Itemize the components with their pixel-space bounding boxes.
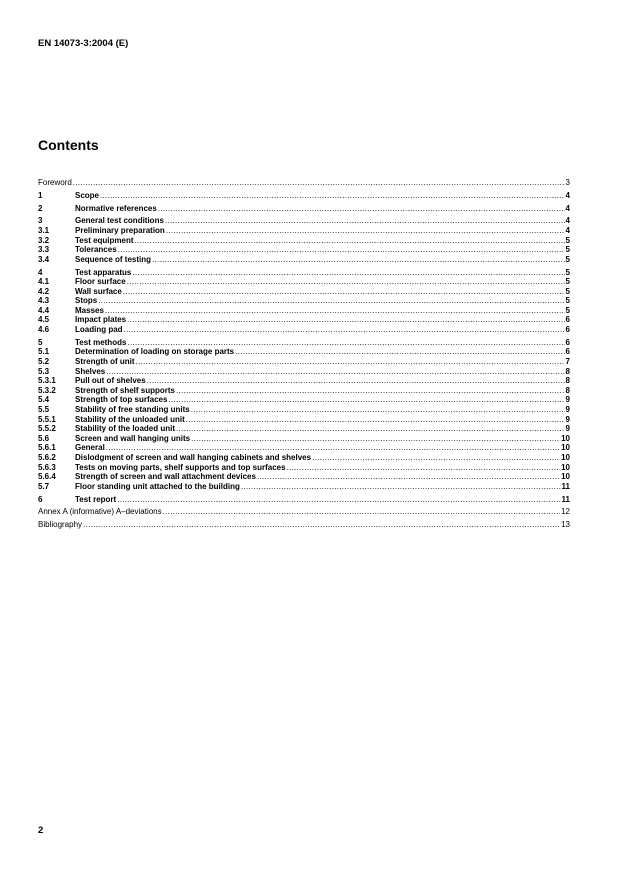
toc-entry-page: 10 [561,443,570,453]
toc-entry-number: 4 [38,267,43,277]
toc-entry-title: Determination of loading on storage parts [75,347,235,357]
toc-entry-number: 5 [38,337,43,347]
toc-entry-page: 9 [565,424,570,434]
toc-dot-leader [123,287,565,297]
toc-dot-leader [73,178,565,188]
toc-entry-number: 5.2 [38,357,50,367]
toc-entry[interactable] [38,443,570,453]
toc-entry-number: 5.3.1 [38,376,56,386]
toc-dot-leader [165,216,565,226]
toc-entry[interactable] [38,178,570,188]
document-header: EN 14073-3:2004 (E) [38,38,129,49]
toc-dot-leader [166,226,565,236]
toc-dot-leader [241,482,561,492]
toc-entry[interactable] [38,520,570,530]
toc-entry-page: 11 [561,481,570,491]
toc-entry-number: 5.5 [38,405,50,414]
toc-dot-leader [312,453,560,463]
toc-entry-title: Wall surface [75,286,122,296]
toc-entry-number: 4.6 [38,325,50,335]
toc-entry-number: 5.5.1 [38,414,56,424]
toc-entry-number: 3.2 [38,235,50,245]
toc-entry-page: 6 [565,337,570,347]
toc-dot-leader [191,405,565,415]
toc-dot-leader [152,255,565,265]
toc-entry-page: 10 [561,433,570,443]
toc-entry-page: 10 [561,472,570,482]
toc-entry-number: 4.3 [38,296,50,306]
toc-entry-number: 5.3.2 [38,385,56,395]
toc-entry-title: Test methods [75,337,127,347]
toc-entry-title: Stops [75,296,98,306]
toc-dot-leader [257,472,560,482]
toc-entry-number: 5.6.1 [38,443,56,453]
toc-entry[interactable] [38,472,570,482]
toc-entry-title: Masses [75,305,104,315]
toc-dot-leader [127,338,564,348]
toc-entry-page: 8 [565,376,570,386]
toc-entry-title: Tests on moving parts, shelf supports and top surfaces [75,462,286,472]
toc-entry-title: Stability of free standing units [75,405,190,414]
toc-entry-page: 6 [565,347,570,357]
toc-dot-leader [106,443,560,453]
toc-entry-number: 4.4 [38,305,50,315]
toc-entry[interactable] [38,306,570,316]
toc-entry-page: 10 [561,452,570,462]
toc-entry-page: 13 [561,520,570,530]
toc-entry[interactable] [38,255,570,265]
toc-entry-page: 5 [565,245,570,255]
toc-entry[interactable] [38,287,570,297]
toc-entry-page: 5 [565,267,570,277]
toc-entry-number: 3.3 [38,245,50,255]
toc-entry-page: 9 [565,395,570,405]
toc-entry[interactable] [38,415,570,425]
toc-dot-leader [105,306,565,316]
toc-entry[interactable] [38,191,570,201]
toc-entry[interactable] [38,434,570,444]
toc-entry-page: 9 [565,405,570,414]
toc-entry-page: 11 [561,494,570,504]
toc-entry-title: Normative references [75,203,157,213]
toc-entry-page: 8 [565,366,570,376]
toc-entry[interactable] [38,453,570,463]
toc-entry-title: Screen and wall hanging units [75,433,191,443]
toc-entry-page: 6 [565,315,570,325]
toc-dot-leader [98,296,564,306]
toc-entry[interactable] [38,325,570,335]
toc-entry-number: 5.6.2 [38,452,56,462]
toc-dot-leader [158,204,565,214]
toc-entry-page: 5 [565,254,570,264]
toc-dot-leader [287,463,561,473]
toc-entry-title: Stability of the loaded unit [75,424,175,434]
toc-entry-number: 2 [38,203,43,213]
toc-entry-title: Floor surface [75,277,126,287]
toc-entry-number: 4.1 [38,277,50,287]
toc-dot-leader [100,191,565,201]
toc-entry-title: Foreword [38,178,72,187]
toc-entry-number: 6 [38,494,43,504]
toc-dot-leader [176,386,565,396]
toc-entry-page: 9 [565,414,570,424]
toc-entry-title: Scope [75,190,100,200]
toc-dot-leader [127,315,564,325]
toc-entry-title: Bibliography [38,520,83,530]
toc-dot-leader [176,424,565,434]
toc-dot-leader [136,357,565,367]
toc-entry[interactable] [38,226,570,236]
toc-dot-leader [186,415,565,425]
contents-title: Contents [38,137,99,153]
toc-entry-title: Test report [75,494,117,504]
toc-entry-title: Impact plates [75,315,127,325]
toc-entry[interactable] [38,357,570,367]
toc-entry-number: 3 [38,216,43,226]
toc-entry-page: 4 [565,190,570,200]
toc-entry-title: Pull out of shelves [75,376,146,386]
toc-dot-leader [163,507,560,517]
toc-entry[interactable] [38,277,570,287]
toc-entry[interactable] [38,245,570,255]
toc-entry[interactable] [38,236,570,246]
toc-entry-page: 4 [565,216,570,226]
toc-entry-title: Annex A (informative) A–deviations [38,507,162,517]
toc-entry-number: 5.5.2 [38,424,56,434]
toc-dot-leader [132,268,564,278]
toc-entry-title: Tolerances [75,245,117,255]
toc-entry-title: Test apparatus [75,267,132,277]
table-of-contents [38,178,570,530]
toc-entry[interactable] [38,507,570,517]
toc-entry[interactable] [38,315,570,325]
toc-entry-page: 5 [565,277,570,287]
toc-entry-page: 5 [565,235,570,245]
toc-dot-leader [118,245,565,255]
toc-dot-leader [106,367,564,377]
toc-entry[interactable] [38,395,570,405]
toc-dot-leader [135,236,565,246]
toc-entry[interactable] [38,482,570,492]
toc-dot-leader [168,395,564,405]
toc-entry-title: Strength of screen and wall attachment devices [75,472,256,482]
page-number: 2 [38,825,44,836]
toc-entry-title: Preliminary preparation [75,225,165,235]
toc-entry-page: 5 [565,286,570,296]
toc-entry-title: Sequence of testing [75,254,152,264]
toc-entry-number: 4.5 [38,315,50,325]
toc-entry-title: Loading pad [75,325,123,335]
toc-dot-leader [191,434,560,444]
toc-entry[interactable] [38,495,570,505]
toc-entry-number: 5.7 [38,481,50,491]
toc-entry-title: Stability of the unloaded unit [75,414,185,424]
toc-dot-leader [124,325,565,335]
toc-entry-number: 5.1 [38,347,50,357]
toc-entry-title: Strength of top surfaces [75,395,168,405]
toc-entry-page: 8 [565,385,570,395]
toc-entry[interactable] [38,216,570,226]
toc-entry-title: General [75,443,105,453]
toc-entry[interactable] [38,405,570,415]
toc-entry-number: 5.6.4 [38,472,56,482]
toc-entry-title: Dislodgment of screen and wall hanging cabinets and shelves [75,452,312,462]
toc-entry[interactable] [38,367,570,377]
toc-entry-page: 4 [565,225,570,235]
toc-entry-page: 10 [561,462,570,472]
toc-entry-page: 4 [565,203,570,213]
toc-dot-leader [147,376,565,386]
toc-entry-page: 6 [565,325,570,335]
toc-entry-page: 5 [565,305,570,315]
toc-entry-number: 4.2 [38,286,50,296]
toc-dot-leader [235,347,564,357]
toc-entry[interactable] [38,268,570,278]
toc-entry-number: 5.3 [38,366,50,376]
toc-entry[interactable] [38,463,570,473]
toc-entry[interactable] [38,204,570,214]
toc-entry-number: 3.4 [38,254,50,264]
toc-entry-number: 3.1 [38,225,50,235]
toc-entry-page: 7 [565,357,570,367]
toc-entry[interactable] [38,386,570,396]
toc-entry-title: Floor standing unit attached to the building [75,481,240,491]
toc-entry[interactable] [38,338,570,348]
toc-entry-number: 1 [38,190,43,200]
toc-entry[interactable] [38,376,570,386]
toc-entry-page: 3 [565,178,570,187]
toc-entry[interactable] [38,347,570,357]
toc-entry-title: General test conditions [75,216,164,226]
toc-entry-number: 5.6 [38,433,50,443]
toc-entry-number: 5.4 [38,395,50,405]
toc-entry[interactable] [38,424,570,434]
toc-dot-leader [83,520,560,530]
toc-dot-leader [127,277,565,287]
toc-dot-leader [117,495,560,505]
toc-entry-title: Strength of unit [75,357,135,367]
toc-entry-page: 12 [561,507,570,517]
toc-entry-number: 5.6.3 [38,462,56,472]
toc-entry[interactable] [38,296,570,306]
toc-entry-title: Strength of shelf supports [75,385,175,395]
toc-entry-title: Shelves [75,366,106,376]
toc-entry-page: 5 [565,296,570,306]
toc-entry-title: Test equipment [75,235,134,245]
